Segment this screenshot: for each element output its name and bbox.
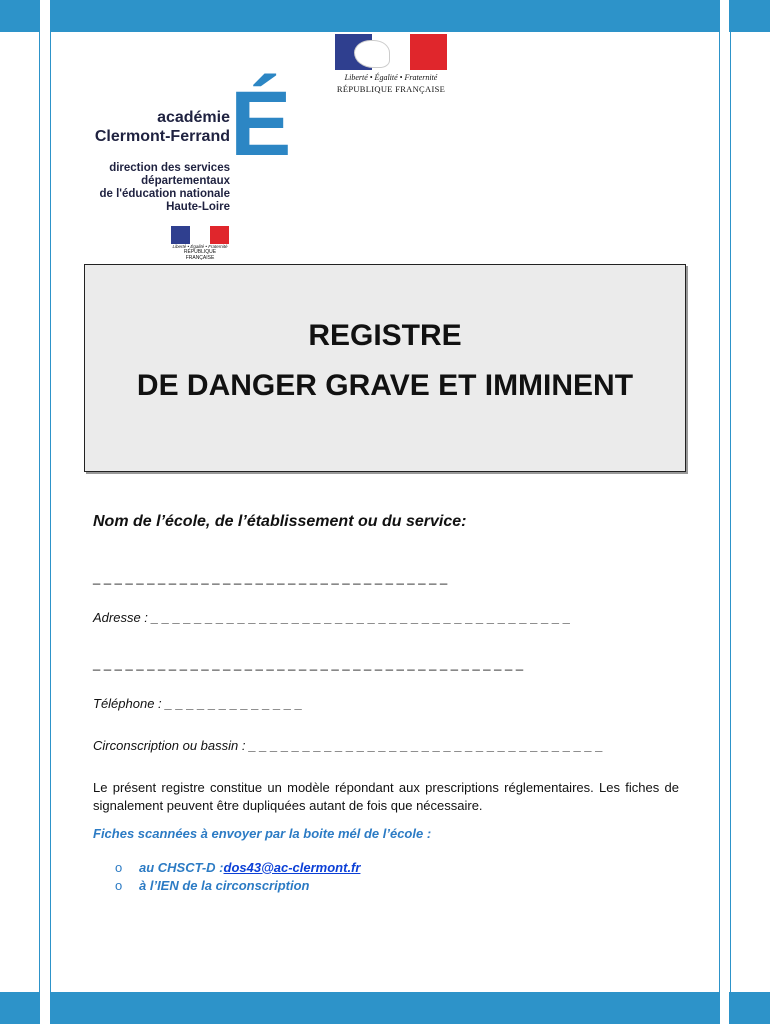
right-margin-frame bbox=[730, 0, 770, 1024]
school-name-label: Nom de l’école, de l’établissement ou du service: bbox=[93, 513, 467, 530]
french-flag-icon bbox=[335, 34, 447, 70]
small-flag-icon bbox=[171, 226, 229, 244]
top-band-right bbox=[729, 0, 770, 32]
send-heading: Fiches scannées à envoyer par la boite mél de l’école : bbox=[93, 826, 432, 841]
left-margin-frame bbox=[0, 0, 40, 1024]
phone-field[interactable]: Téléphone : _ _ _ _ _ _ _ _ _ _ _ _ _ bbox=[93, 696, 303, 711]
bullet-icon: o bbox=[115, 877, 123, 893]
address-field-line-2[interactable]: _ _ _ _ _ _ _ _ _ _ _ _ _ _ _ _ _ _ _ _ _ _ _ _ _ _ _ _ _ _ _ _ _ _ _ _ _ _ _ _ bbox=[93, 656, 524, 671]
send-list bbox=[115, 858, 360, 894]
academy-logo bbox=[90, 73, 295, 261]
title-line-2: DE DANGER GRAVE ET IMMINENT bbox=[136, 369, 634, 402]
marianne-logo bbox=[334, 34, 448, 94]
list-item: o à l’IEN de la circonscription bbox=[115, 877, 310, 893]
address-field[interactable]: Adresse : _ _ _ _ _ _ _ _ _ _ _ _ _ _ _ _ _ _ _ _ _ _ _ _ _ _ _ _ _ _ _ _ _ _ _ _ _ _ _ bbox=[93, 610, 571, 625]
republic-name: RÉPUBLIQUE FRANÇAISE bbox=[336, 84, 446, 94]
bullet-icon: o bbox=[115, 859, 123, 875]
small-marianne-logo: Liberté • Égalité • Fraternité RÉPUBLIQUE FRANÇAISE bbox=[170, 226, 230, 261]
bottom-band-right bbox=[729, 992, 770, 1024]
title-box bbox=[84, 264, 686, 472]
top-band-left bbox=[0, 0, 40, 32]
email-link[interactable]: dos43@ac-clermont.fr bbox=[223, 859, 361, 875]
title-line-1: REGISTRE bbox=[308, 319, 462, 352]
intro-paragraph: Le présent registre constitue un modèle répondant aux prescriptions réglementaires. Les fiches de signalement peuvent être dupliquées autant de fois que nécessaire. bbox=[93, 780, 679, 813]
republic-motto: Liberté • Égalité • Fraternité bbox=[344, 73, 438, 82]
list-item: o au CHSCT-D : dos43@ac-clermont.fr bbox=[115, 859, 361, 875]
academy-direction: direction des services départementaux de l'éducation nationale Haute-Loire bbox=[99, 162, 230, 213]
academy-e-logo-icon: É bbox=[230, 73, 292, 175]
academy-name: académie Clermont-Ferrand bbox=[94, 109, 230, 145]
bottom-band-left bbox=[0, 992, 40, 1024]
district-field[interactable]: Circonscription ou bassin : _ _ _ _ _ _ _ _ _ _ _ _ _ _ _ _ _ _ _ _ _ _ _ _ _ _ _ _ _ _ _ _ _ bbox=[93, 738, 604, 753]
school-name-field[interactable]: _ _ _ _ _ _ _ _ _ _ _ _ _ _ _ _ _ _ _ _ _ _ _ _ _ _ _ _ _ _ _ _ _ bbox=[93, 570, 448, 585]
